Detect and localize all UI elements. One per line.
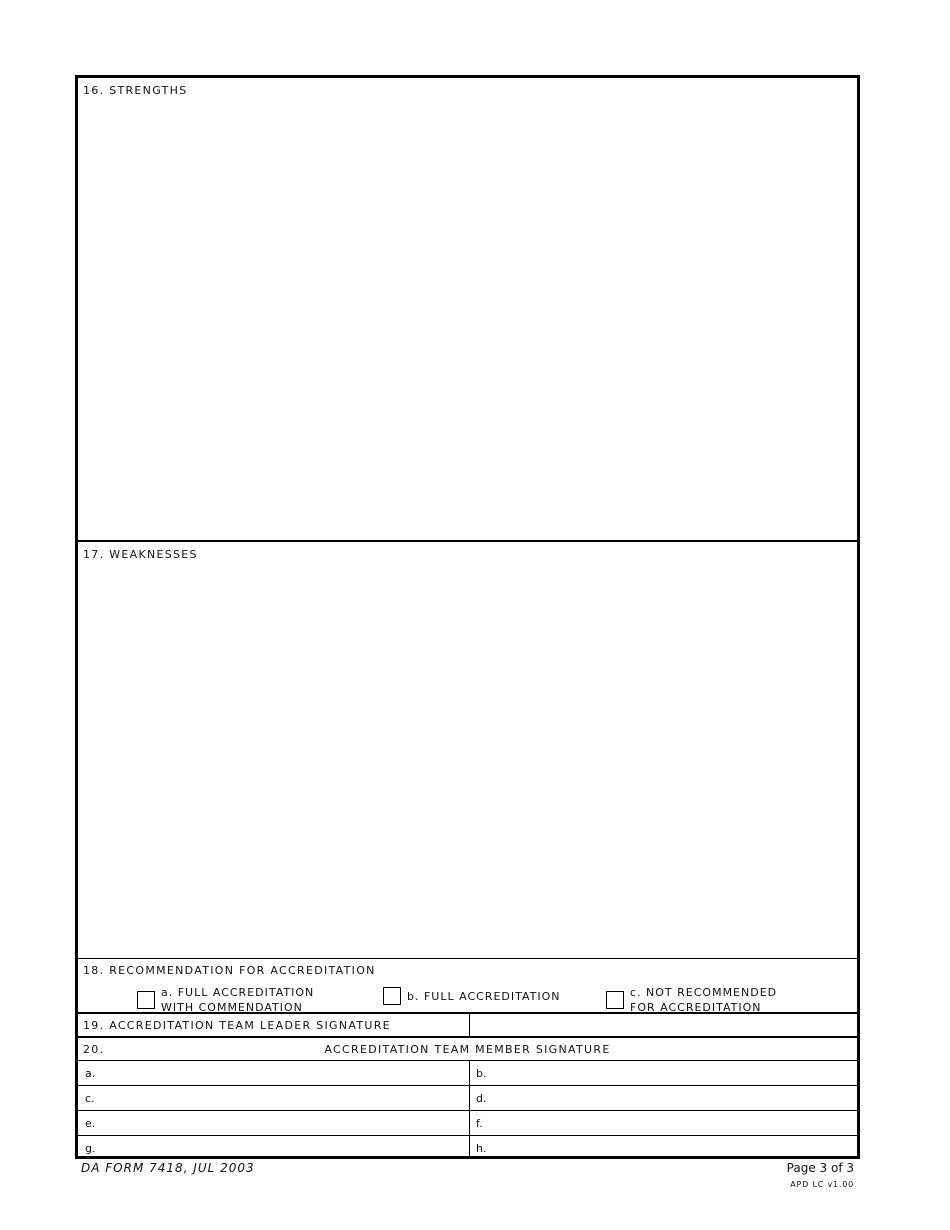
option-c-line2: FOR ACCREDITATION	[630, 1001, 762, 1014]
team-leader-signature-field[interactable]	[470, 1014, 857, 1036]
signature-g-label: g.	[85, 1142, 96, 1155]
signature-row	[78, 1136, 857, 1156]
weaknesses-label: 17. WEAKNESSES	[83, 548, 198, 561]
option-b-line1: b. FULL ACCREDITATION	[407, 989, 561, 1003]
not-recommended-option[interactable]	[606, 985, 777, 1015]
full-accreditation-option[interactable]	[383, 987, 561, 1005]
strengths-label: 16. STRENGTHS	[83, 84, 188, 97]
version-label: APD LC v1.00	[790, 1180, 854, 1189]
team-member-signature-title: ACCREDITATION TEAM MEMBER SIGNATURE	[324, 1043, 611, 1056]
signature-row	[78, 1086, 857, 1111]
strengths-section[interactable]	[78, 78, 857, 542]
signature-d-label: d.	[476, 1092, 487, 1105]
section-20-number: 20.	[83, 1043, 105, 1056]
page-number: Page 3 of 3	[786, 1161, 854, 1175]
signature-row	[78, 1111, 857, 1136]
recommendation-section	[78, 959, 857, 1014]
option-a-line2: WITH COMMENDATION	[161, 1001, 303, 1014]
option-a-line1: a. FULL ACCREDITATION	[161, 986, 315, 999]
signature-h-label: h.	[476, 1142, 487, 1155]
weaknesses-section[interactable]	[78, 542, 857, 959]
checkbox-full-accreditation-commendation[interactable]	[137, 991, 155, 1009]
option-c-line1: c. NOT RECOMMENDED	[630, 986, 778, 999]
team-leader-signature-label: 19. ACCREDITATION TEAM LEADER SIGNATURE	[83, 1019, 391, 1032]
signature-f-label: f.	[476, 1117, 483, 1130]
signature-b-label: b.	[476, 1067, 487, 1080]
signature-row	[78, 1061, 857, 1086]
full-accreditation-commendation-option[interactable]	[137, 985, 314, 1015]
checkbox-full-accreditation[interactable]	[383, 987, 401, 1005]
team-member-signature-header	[78, 1038, 857, 1061]
team-leader-signature-row	[78, 1014, 857, 1038]
signature-a-label: a.	[85, 1067, 96, 1080]
form-id: DA FORM 7418, JUL 2003	[81, 1161, 255, 1175]
signature-e-label: e.	[85, 1117, 96, 1130]
signature-c-label: c.	[85, 1092, 95, 1105]
recommendation-label: 18. RECOMMENDATION FOR ACCREDITATION	[83, 964, 376, 977]
form-frame	[75, 75, 860, 1159]
checkbox-not-recommended[interactable]	[606, 991, 624, 1009]
